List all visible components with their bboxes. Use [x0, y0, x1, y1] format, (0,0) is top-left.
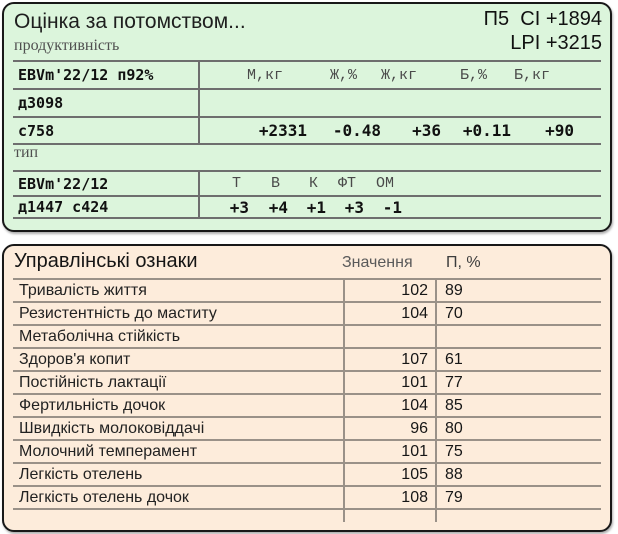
management-panel-title: Управлінські ознаки	[14, 250, 198, 272]
trait-label: Молочний темперамент	[19, 442, 198, 460]
table-row	[13, 303, 601, 326]
trait-value: 104	[343, 303, 435, 324]
table-row	[13, 326, 601, 349]
col-protein-pct: Б,%	[459, 66, 487, 84]
col-type-k: К	[308, 175, 318, 192]
offspring-evaluation-panel	[2, 2, 612, 232]
trait-label: Тривалість життя	[19, 281, 147, 299]
trait-value	[343, 326, 435, 347]
col-type-t: Т	[231, 175, 241, 192]
herds-count-label: с758	[13, 118, 200, 143]
trait-reliability	[435, 326, 601, 347]
trait-label: Легкість отелень	[19, 465, 143, 483]
trait-label: Метаболічна стійкість	[19, 327, 181, 345]
lpi-index-value: LPI +3215	[510, 32, 602, 54]
trait-label: Резистентність до маститу	[19, 304, 217, 322]
type-table	[13, 170, 601, 219]
table-row	[13, 90, 601, 118]
trait-label: Фертильність дочок	[19, 396, 166, 414]
table-row-empty	[13, 510, 601, 522]
trait-reliability: 70	[435, 303, 601, 324]
col-protein-kg: Б,кг	[513, 66, 550, 84]
offspring-panel-title: Оцінка за потомством...	[14, 10, 246, 33]
management-traits-table	[13, 278, 601, 522]
trait-label: Постійність лактації	[19, 373, 167, 391]
table-row	[13, 118, 601, 145]
trait-value: 101	[343, 441, 435, 462]
ci-index-value: П5 CI +1894	[483, 8, 602, 30]
type-values: +3 +4 +1 +3 -1	[229, 197, 402, 217]
table-row	[13, 280, 601, 303]
trait-label: Легкість отелень дочок	[19, 488, 189, 506]
value-column-header: Значення	[342, 254, 413, 271]
trait-reliability: 88	[435, 464, 601, 485]
trait-value: 108	[343, 487, 435, 508]
productivity-header-row	[13, 62, 601, 90]
table-row	[13, 464, 601, 487]
productivity-section-label: продуктивність	[14, 37, 120, 54]
trait-reliability: 75	[435, 441, 601, 462]
table-row	[13, 441, 601, 464]
col-milk-kg: М,кг	[246, 66, 283, 84]
daughters-values	[200, 90, 601, 116]
trait-reliability: 77	[435, 372, 601, 393]
productivity-table	[13, 60, 601, 145]
type-counts-label: д1447 с424	[13, 197, 200, 217]
type-header-row	[13, 172, 601, 197]
trait-reliability: 61	[435, 349, 601, 370]
table-row	[13, 418, 601, 441]
table-row	[13, 372, 601, 395]
productivity-row-header: EBVm'22/12 п92%	[13, 62, 200, 88]
trait-value: 104	[343, 395, 435, 416]
productivity-values: +2331 -0.48 +36 +0.11 +90	[258, 121, 574, 140]
col-fat-pct: Ж,%	[329, 66, 357, 84]
trait-value: 105	[343, 464, 435, 485]
table-row	[13, 395, 601, 418]
trait-reliability: 79	[435, 487, 601, 508]
productivity-column-headers	[200, 62, 601, 88]
table-row	[13, 487, 601, 510]
col-fat-kg: Ж,кг	[381, 66, 418, 84]
trait-value: 107	[343, 349, 435, 370]
trait-reliability: 89	[435, 280, 601, 301]
table-row	[13, 197, 601, 219]
trait-value: 101	[343, 372, 435, 393]
trait-label: Швидкість молоковіддачі	[19, 419, 205, 437]
col-type-ft: ФТ	[337, 175, 356, 192]
type-section-label: тип	[14, 144, 39, 161]
daughters-count-label: д3098	[13, 90, 200, 116]
trait-reliability: 80	[435, 418, 601, 439]
type-row-header: EBVm'22/12	[13, 172, 200, 195]
trait-label: Здоров'я копит	[19, 350, 131, 368]
table-row	[13, 349, 601, 372]
col-type-om: ОМ	[375, 175, 394, 192]
trait-value: 96	[343, 418, 435, 439]
trait-reliability: 85	[435, 395, 601, 416]
percent-column-header: П, %	[446, 254, 481, 271]
trait-value: 102	[343, 280, 435, 301]
type-column-headers	[200, 172, 601, 195]
management-traits-panel	[2, 244, 612, 532]
col-type-v: В	[270, 175, 280, 192]
